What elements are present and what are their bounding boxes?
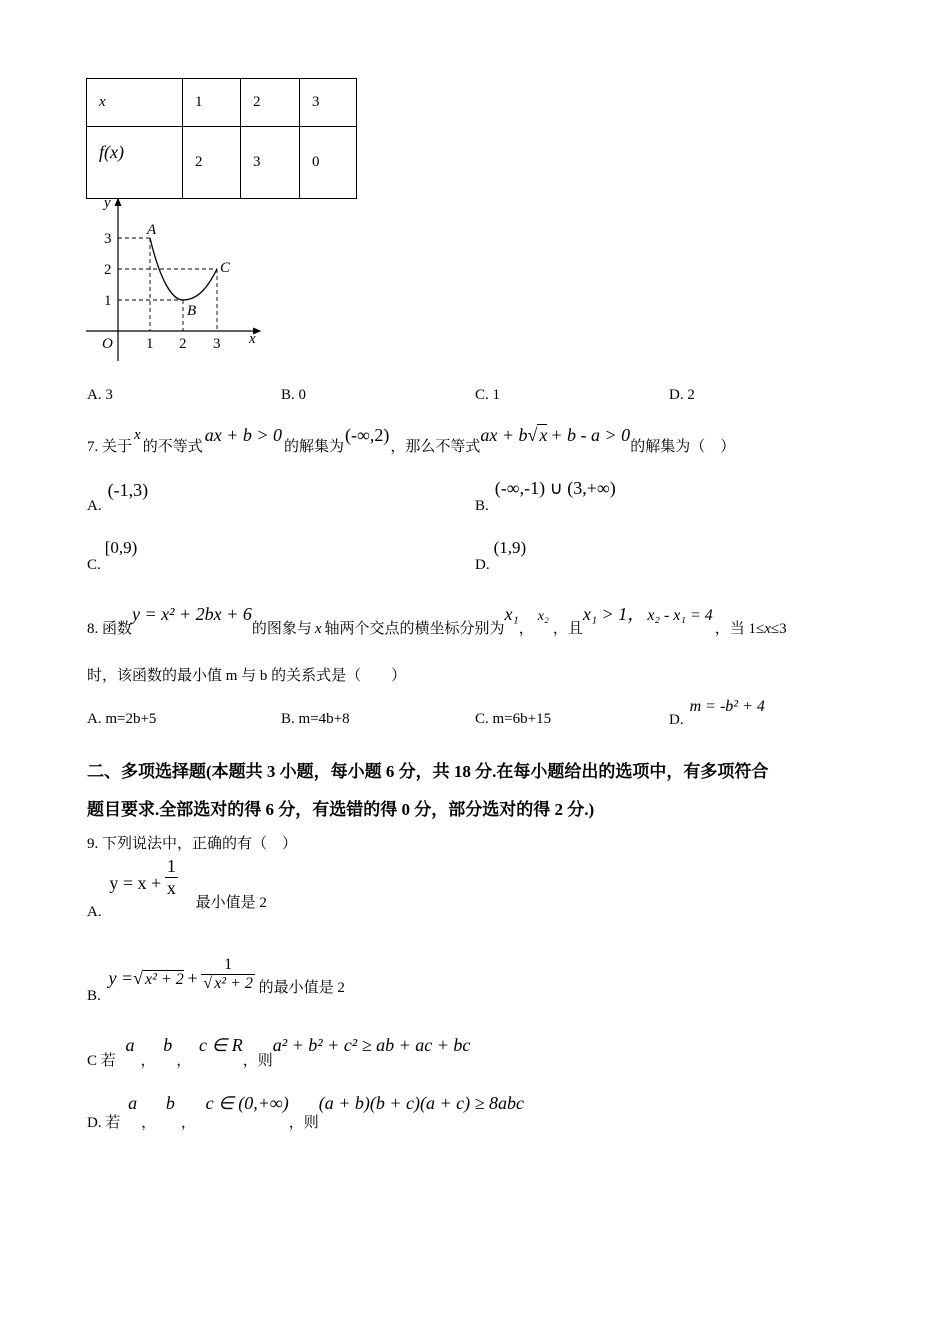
q8-stem-line1: 8. 函数y = x² + 2bx + 6的图象与 x 轴两个交点的横坐标分别为x₁，x₂，且x₁ > 1， x₂ - x₁ = 4，当 1≤x≤3 xyxy=(87,604,787,637)
table-cell: 2 xyxy=(241,79,300,127)
q9-option-d: D. 若 a， b， c ∈ (0,+∞)，则(a + b)(b + c)(a + c) ≥ 8abc xyxy=(87,1093,525,1131)
q6-option-d: D. 2 xyxy=(669,387,695,403)
q8-option-c: C. m=6b+15 xyxy=(475,711,552,727)
point-a-label: A xyxy=(147,222,157,238)
table-cell: 1 xyxy=(183,79,241,127)
x-tick-label: 1 xyxy=(146,336,154,352)
table-cell: 3 xyxy=(241,127,300,199)
fraction: $\frac{1}{\text{√ x² + 2}}$ xyxy=(203,956,253,992)
section-2-heading-line2: 题目要求.全部选对的得 6 分，有选错的得 0 分，部分选对的得 2 分.) xyxy=(87,800,595,819)
function-graph xyxy=(80,195,270,365)
table-header-x: x xyxy=(87,79,183,127)
q7-stem: 7. 关于x的不等式ax + b > 0的解集为(-∞,2)，那么不等式ax + b√ x + b - a > 0的解集为（ ） xyxy=(87,425,736,455)
q7-option-b: B.(-∞,-1) ∪ (3,+∞) xyxy=(475,478,616,514)
fraction: $\frac{1}{x}$ xyxy=(166,856,176,898)
table-header-fx: f(x) xyxy=(87,127,183,199)
q9-option-a: A. y = x + $\frac{1}{x}$ 最小值是 2 xyxy=(87,856,267,920)
q9-option-c: C 若 a， b， c ∈ R，则a² + b² + c² ≥ ab + ac + bc xyxy=(87,1035,471,1069)
function-table xyxy=(86,78,357,199)
x-axis-label: x xyxy=(249,331,256,347)
table-cell: 2 xyxy=(183,127,241,199)
point-b-label: B xyxy=(187,303,197,319)
q9-option-b: B. y =√ x² + 2 + $\frac{1}{\text{√ x² + 2}}$ 的最小值是 2 xyxy=(87,956,345,1004)
q8-stem-line2: 时，该函数的最小值 m 与 b 的关系式是（ ） xyxy=(87,668,407,684)
y-axis-label: y xyxy=(104,195,111,211)
q7-option-a: A.(-1,3) xyxy=(87,480,149,514)
x-tick-label: 3 xyxy=(213,336,221,352)
y-tick-label: 1 xyxy=(104,293,112,309)
section-2-heading-line1: 二、多项选择题(本题共 3 小题，每小题 6 分，共 18 分.在每小题给出的选项中，有多项符合 xyxy=(87,762,769,781)
y-tick-label: 2 xyxy=(104,262,112,278)
q9-stem: 9. 下列说法中，正确的有（ ） xyxy=(87,836,298,852)
q8-option-a: A. m=2b+5 xyxy=(87,711,157,727)
q6-option-b: B. 0 xyxy=(281,387,307,403)
origin-label: O xyxy=(102,336,113,352)
y-tick-label: 3 xyxy=(104,231,112,247)
point-c-label: C xyxy=(220,260,231,276)
table-cell: 0 xyxy=(300,127,357,199)
q8-option-b: B. m=4b+8 xyxy=(281,711,350,727)
q6-option-a: A. 3 xyxy=(87,387,113,403)
guide-lines xyxy=(118,238,217,331)
table-cell: 3 xyxy=(300,79,357,127)
x-tick-label: 2 xyxy=(179,336,187,352)
q8-option-d: D.m = -b² + 4 xyxy=(669,698,765,728)
q7-option-c: C.[0,9) xyxy=(87,538,138,573)
q7-option-d: D.(1,9) xyxy=(475,538,527,573)
q6-option-c: C. 1 xyxy=(475,387,501,403)
